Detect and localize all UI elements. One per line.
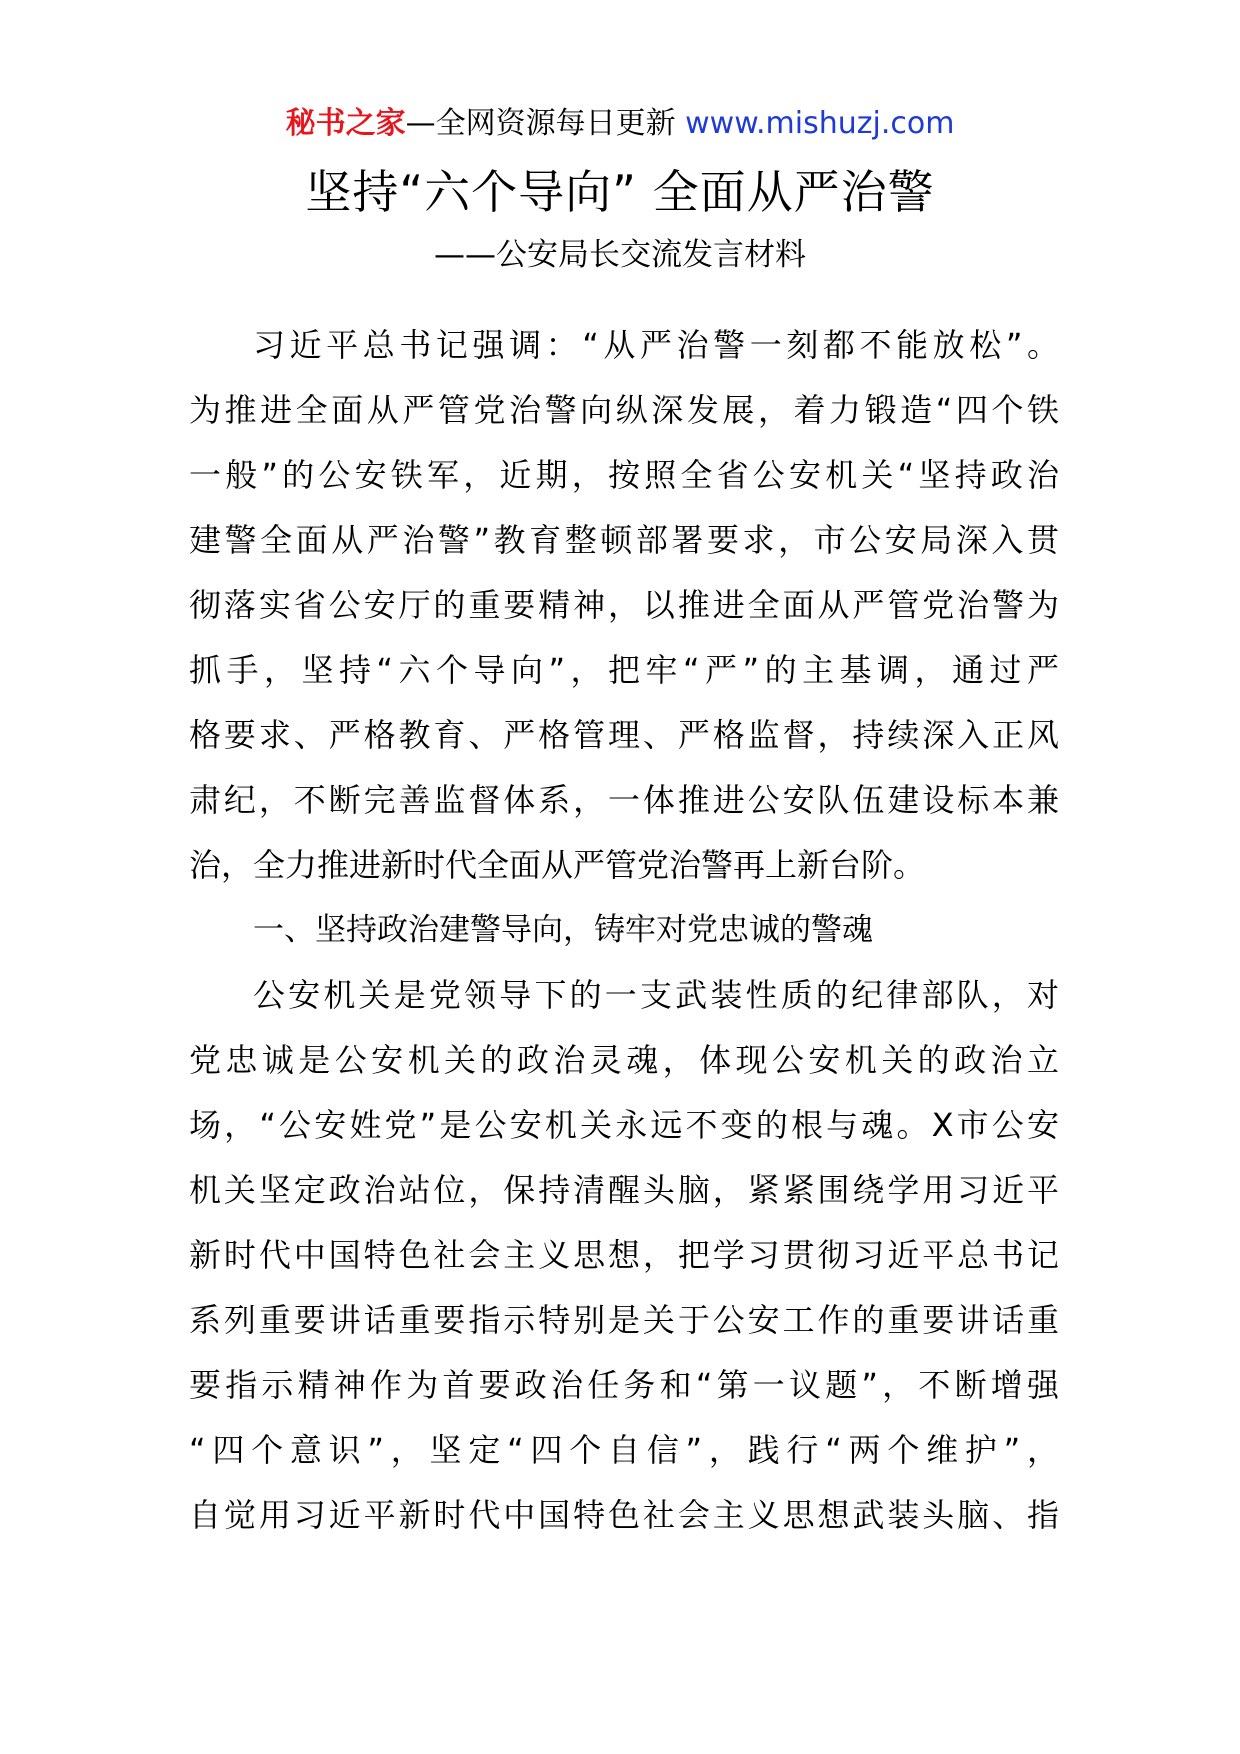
text-line: 建警全面从严治警”教育整顿部署要求，市公安局深入贯 (189, 521, 1059, 559)
text-line: 机关坚定政治站位，保持清醒头脑，紧紧围绕学用习近平 (189, 1171, 1059, 1209)
document-title: 坚持“六个导向” 全面从严治警 (305, 165, 935, 219)
text-line: 要指示精神作为首要政治任务和“第一议题”，不断增强 (189, 1366, 1059, 1404)
site-header (0, 104, 1240, 144)
paragraph-1 (189, 313, 1059, 1548)
document-subtitle: ——公安局长交流发言材料 (434, 237, 806, 273)
text-line: 彻落实省公安厅的重要精神，以推进全面从严管党治警为 (189, 586, 1059, 624)
text-line: 新时代中国特色社会主义思想，把学习贯彻习近平总书记 (189, 1236, 1059, 1274)
text-line: 党忠诚是公安机关的政治灵魂，体现公安机关的政治立 (189, 1041, 1059, 1079)
text-line: 自觉用习近平新时代中国特色社会主义思想武装头脑、指 (189, 1496, 1059, 1534)
text-line: 格要求、严格教育、严格管理、严格监督，持续深入正风 (189, 716, 1059, 754)
text-line: 为推进全面从严管党治警向纵深发展，着力锻造“四个铁 (189, 391, 1059, 429)
brand-name: 秘书之家 (285, 106, 406, 141)
text-line: 治，全力推进新时代全面从严管党治警再上新台阶。 (189, 846, 926, 884)
site-url-link[interactable]: www.mishuzj.com (685, 106, 955, 141)
text-line: 场，“公安姓党”是公安机关永远不变的根与魂。X市公安 (189, 1106, 1059, 1144)
text-line: 一般”的公安铁军，近期，按照全省公安机关“坚持政治 (189, 456, 1059, 494)
text-line: 系列重要讲话重要指示特别是关于公安工作的重要讲话重 (189, 1301, 1059, 1339)
text-line: 抓手，坚持“六个导向”，把牢“严”的主基调，通过严 (189, 651, 1059, 689)
text-line: “四个意识”，坚定“四个自信”，践行“两个维护”， (189, 1431, 1059, 1469)
text-line: 公安机关是党领导下的一支武装性质的纪律部队，对 (253, 976, 1059, 1014)
text-line: 肃纪，不断完善监督体系，一体推进公安队伍建设标本兼 (189, 781, 1059, 819)
section-heading-1: 一、坚持政治建警导向，铸牢对党忠诚的警魂 (253, 912, 873, 948)
text-line: 习近平总书记强调：“从严治警一刻都不能放松”。 (253, 326, 1059, 364)
header-slogan: —全网资源每日更新 (405, 106, 676, 141)
